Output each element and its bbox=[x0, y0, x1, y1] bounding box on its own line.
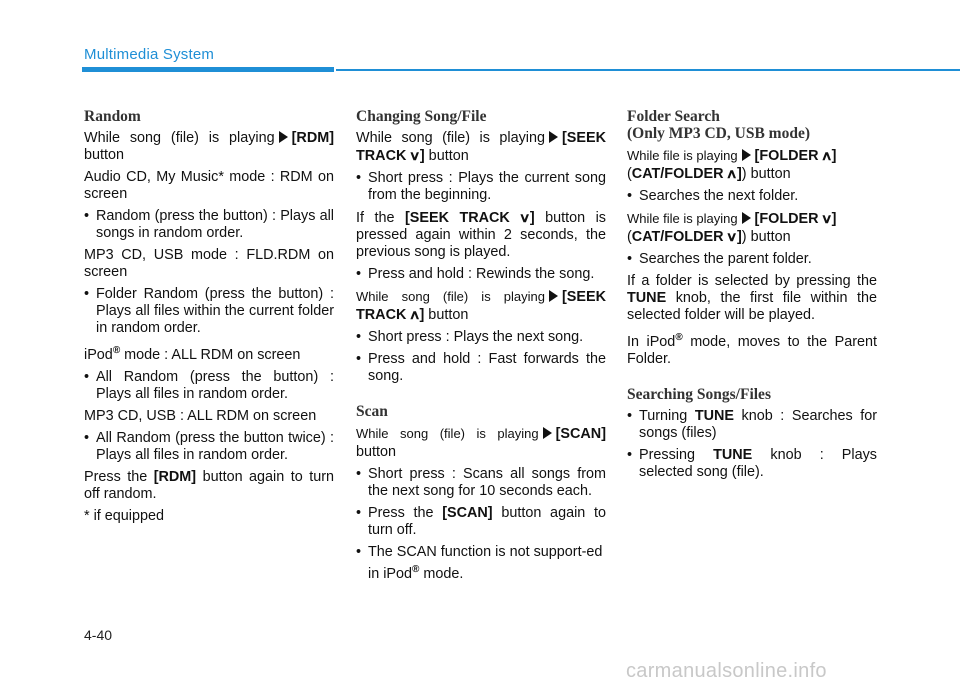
parent-folder-list bbox=[627, 251, 877, 268]
list-item: • Press the [SCAN] button again to turn off. bbox=[356, 505, 606, 539]
chevron-up-icon: ∧ bbox=[726, 166, 739, 181]
scan-list bbox=[356, 466, 606, 583]
list-item: • Short press : Scans all songs from the next song for 10 seconds each. bbox=[356, 466, 606, 500]
play-icon bbox=[549, 131, 558, 143]
play-icon bbox=[543, 427, 552, 439]
watermark: carmanualsonline.info bbox=[626, 660, 827, 682]
list-item: • Press and hold : Fast forwards the song. bbox=[356, 351, 606, 385]
scan-intro: While song (file) is playing [SCAN] button bbox=[356, 426, 606, 460]
play-icon bbox=[279, 131, 288, 143]
heading-searching-songs: Searching Songs/Files bbox=[627, 385, 771, 403]
folder-down-intro: While file is playing [FOLDER ∨] (CAT/FOLDER ∨]) button bbox=[627, 211, 837, 245]
list-item: • Searches the parent folder. bbox=[627, 251, 877, 268]
seek-down-intro: While song (file) is playing [SEEK TRACK ∨] button bbox=[356, 130, 606, 164]
ipod-parent: In iPod® mode, moves to the Parent Folder. bbox=[627, 332, 877, 367]
play-icon bbox=[742, 149, 751, 161]
list-item: • All Random (press the button) : Plays all files in random order. bbox=[84, 369, 334, 403]
tune-select: If a folder is selected by pressing the TUNE knob, the first file within the selected folder will be played. bbox=[627, 273, 877, 323]
random-intro: While song (file) is playing [RDM] button bbox=[84, 130, 334, 163]
seek-up-intro: While song (file) is playing [SEEK TRACK ∧] button bbox=[356, 289, 606, 323]
column-random bbox=[84, 108, 334, 530]
chevron-down-icon: ∨ bbox=[409, 148, 422, 163]
list-item: • Folder Random (press the button) : Plays all files within the current folder in random order. bbox=[84, 286, 334, 337]
seek-up-list bbox=[356, 329, 606, 385]
header-rule bbox=[336, 69, 960, 71]
column-changing-song bbox=[356, 108, 606, 588]
mp3-usb-mode: MP3 CD, USB : ALL RDM on screen bbox=[84, 407, 317, 424]
folder-random-list bbox=[84, 286, 334, 337]
chevron-down-icon: ∨ bbox=[820, 211, 833, 226]
heading-random: Random bbox=[84, 108, 141, 125]
page-number: 4-40 bbox=[84, 627, 113, 643]
audio-cd-mode: Audio CD, My Music* mode : RDM on screen bbox=[84, 169, 334, 202]
footnote: * if equipped bbox=[84, 507, 165, 524]
seek-again: If the [SEEK TRACK ∨] button is pressed again within 2 seconds, the previous song is played. bbox=[356, 210, 607, 260]
header-bar bbox=[82, 67, 334, 72]
next-folder-list bbox=[627, 188, 877, 205]
heading-folder-search: Folder Search bbox=[627, 108, 720, 125]
searching-list bbox=[627, 408, 877, 481]
list-item: • Pressing TUNE knob : Plays selected song (file). bbox=[627, 447, 877, 481]
chevron-up-icon: ∧ bbox=[820, 148, 833, 163]
list-item: • Press and hold : Rewinds the song. bbox=[356, 266, 606, 283]
play-icon bbox=[549, 290, 558, 302]
folder-up-intro: While file is playing [FOLDER ∧] (CAT/FOLDER ∧]) button bbox=[627, 148, 837, 182]
all-random-twice-list bbox=[84, 430, 334, 464]
list-item: • Random (press the button) : Plays all songs in random order. bbox=[84, 208, 334, 242]
random-list bbox=[84, 208, 334, 242]
list-item: • Searches the next folder. bbox=[627, 188, 877, 205]
mp3-mode: MP3 CD, USB mode : FLD.RDM on screen bbox=[84, 247, 334, 280]
heading-scan: Scan bbox=[356, 403, 388, 420]
chevron-up-icon: ∧ bbox=[408, 307, 421, 322]
heading-folder-search-sub: (Only MP3 CD, USB mode) bbox=[627, 125, 810, 142]
chevron-down-icon: ∨ bbox=[726, 229, 739, 244]
chevron-down-icon: ∨ bbox=[519, 210, 532, 225]
turn-off-random: Press the [RDM] button again to turn off random. bbox=[84, 468, 334, 502]
list-item: • Short press : Plays the next song. bbox=[356, 329, 606, 346]
list-item: • The SCAN function is not support-ed in iPod® mode. bbox=[356, 544, 606, 583]
section-title: Multimedia System bbox=[84, 46, 215, 63]
play-icon bbox=[742, 212, 751, 224]
column-folder-search bbox=[627, 108, 877, 486]
heading-changing-song: Changing Song/File bbox=[356, 108, 487, 125]
all-random-list bbox=[84, 369, 334, 403]
rewind-list bbox=[356, 266, 606, 283]
seek-down-list bbox=[356, 170, 606, 204]
list-item: • All Random (press the button twice) : Plays all files in random order. bbox=[84, 430, 334, 464]
list-item: • Short press : Plays the current song from the beginning. bbox=[356, 170, 606, 204]
list-item: • Turning TUNE knob : Searches for songs (files) bbox=[627, 408, 877, 442]
ipod-mode: iPod® mode : ALL RDM on screen bbox=[84, 345, 301, 363]
